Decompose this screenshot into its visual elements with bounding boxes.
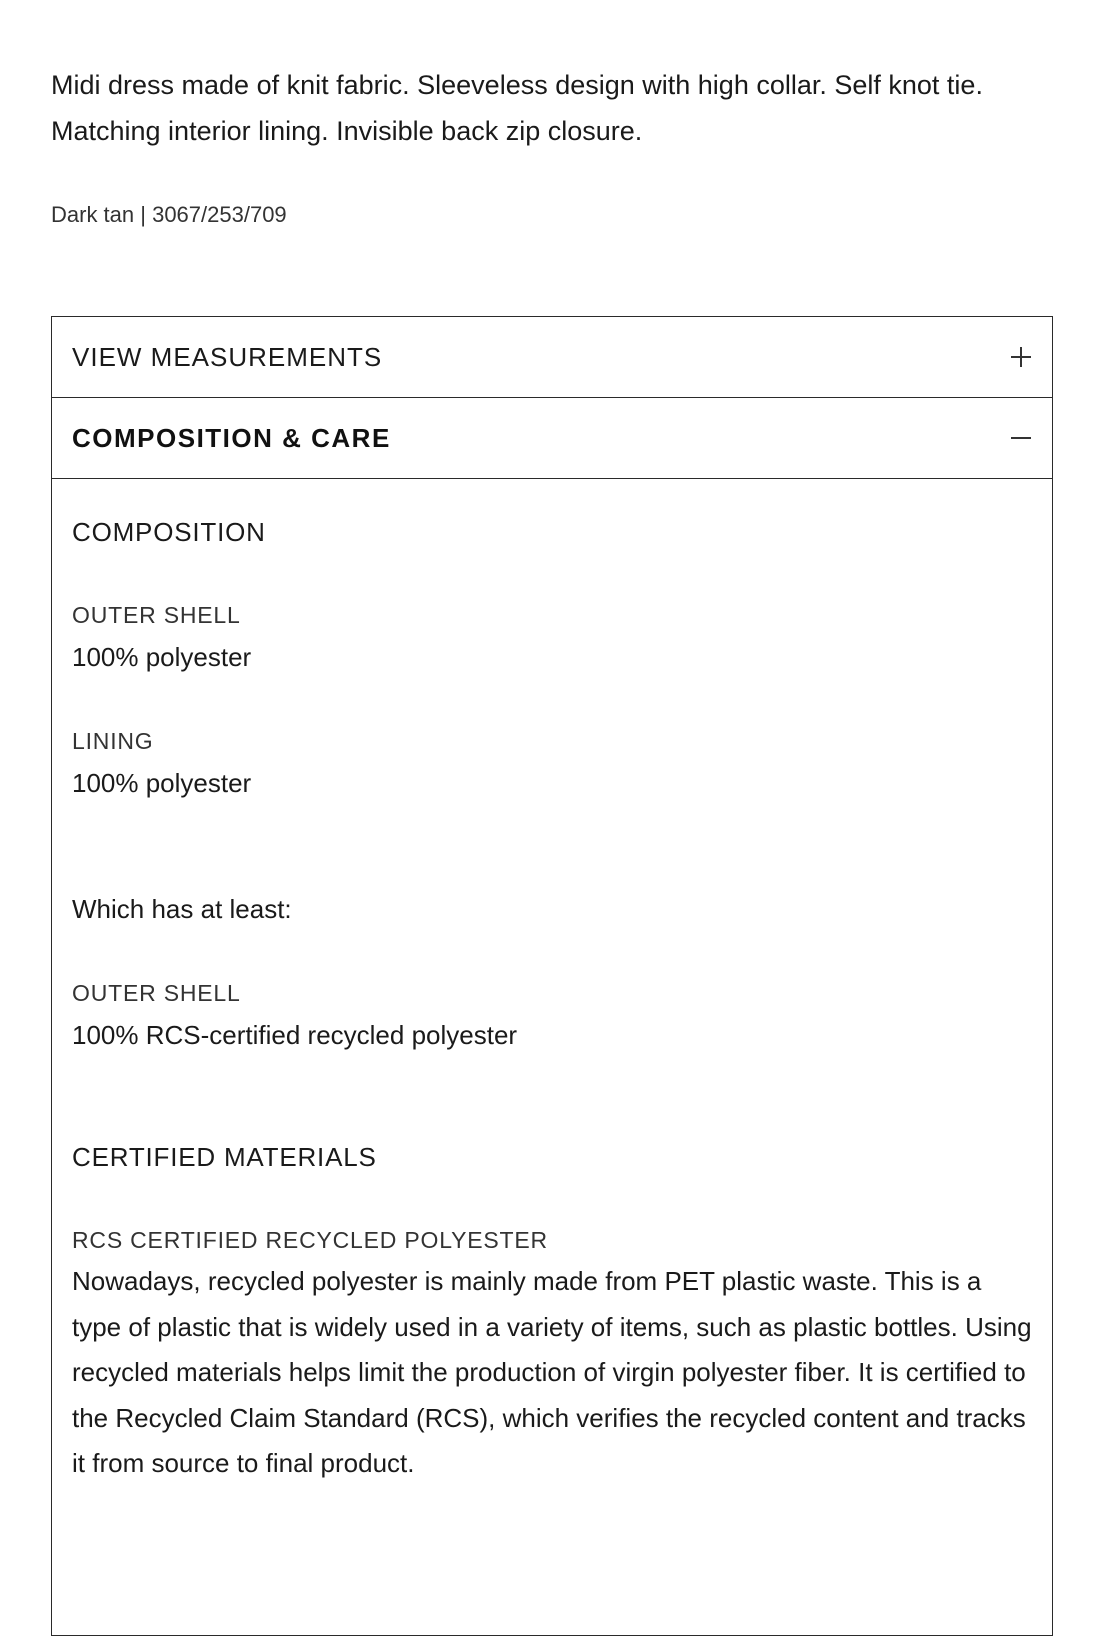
recycled-outer-shell-label: OUTER SHELL (72, 980, 241, 1006)
plus-icon[interactable] (1010, 346, 1032, 368)
minus-icon[interactable] (1010, 427, 1032, 449)
recycled-outer-shell-value: 100% RCS-certified recycled polyester (72, 1020, 518, 1050)
accordion-header-composition-care[interactable] (52, 398, 1052, 479)
composition-title: COMPOSITION (72, 517, 266, 547)
certified-item-text: Nowadays, recycled polyester is mainly made from PET plastic waste. This is a type of plastic that is widely used in a variety of items, such as plastic bottles. Using recycled materials helps limit the production of virgin polyester fiber. It is certified to the Recycled Claim Standard (RCS), which verifies the recycled content and tracks it from source to final product. (72, 1266, 1032, 1478)
outer-shell-label: OUTER SHELL (72, 602, 241, 628)
accordion-title-composition-care: COMPOSITION & CARE (72, 422, 391, 453)
certified-materials-title: CERTIFIED MATERIALS (72, 1142, 377, 1172)
certified-item-label: RCS CERTIFIED RECYCLED POLYESTER (72, 1227, 548, 1253)
lining-value: 100% polyester (72, 768, 252, 798)
product-description: Midi dress made of knit fabric. Sleeveless design with high collar. Self knot tie. Matching interior lining. Invisible back zip closure. (51, 70, 983, 146)
accordion-header-measurements[interactable] (52, 317, 1052, 398)
lining-label: LINING (72, 728, 154, 754)
at-least-text: Which has at least: (72, 894, 292, 924)
outer-shell-value: 100% polyester (72, 642, 252, 672)
product-color-reference: Dark tan | 3067/253/709 (51, 202, 287, 227)
accordion-title-measurements: VIEW MEASUREMENTS (72, 341, 383, 372)
product-details-accordion (51, 316, 1053, 1636)
